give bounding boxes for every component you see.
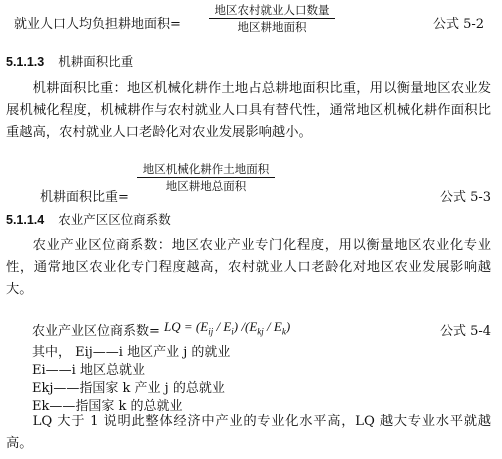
definition-line: Ei——i 地区总就业: [32, 363, 145, 378]
formula-1-numerator: 地区农村就业人口数量: [214, 3, 330, 17]
formula-2-number: 公式 5-3: [440, 190, 492, 205]
formula-2-fraction: [137, 162, 275, 193]
formula-3-number: 公式 5-4: [440, 324, 492, 339]
formula-1-fraction: [209, 3, 335, 34]
section-title: 机耕面积比重: [58, 54, 134, 69]
formula-3-label: 农业产业区位商系数=: [32, 324, 160, 339]
section-title: 农业产区区位商系数: [58, 212, 171, 227]
formula-1-denominator: 地区耕地面积: [237, 20, 307, 34]
section-number: 5.1.1.3: [6, 55, 45, 69]
formula-1-number: 公式 5-2: [433, 17, 485, 32]
fraction-bar: [137, 177, 275, 178]
definition-line: 其中， Eij——i 地区产业 j 的就业: [32, 345, 231, 360]
definition-line: Ek——指国家 k 的总就业: [32, 399, 183, 414]
fraction-bar: [209, 18, 335, 19]
formula-2-numerator: 地区机械化耕作土地面积: [142, 162, 270, 176]
formula-2-label: 机耕面积比重=: [40, 190, 129, 205]
paragraph-1: 机耕面积比重：地区机械化耕作土地占总耕地面积比重，用以衡量地区农业发展机械化程度，机械耕作与农村就业人口具有替代性，通常地区机械化耕作面积比重越高，农村就业人口老龄化对农业发展影响越小。: [6, 81, 491, 140]
formula-3-expression: LQ = $(E_{ij} / E_i)$ $/(E_{kj} / E_k)$: [164, 319, 291, 337]
paragraph-3: LQ 大于 1 说明此整体经济中产业的专业化水平高，LQ 越大专业水平就越高。: [6, 414, 491, 451]
section-number: 5.1.1.4: [6, 213, 45, 227]
paragraph-2: 农业产业区位商系数：地区农业产业专门化程度，用以衡量地区农业化专业性，通常地区农业化专门程度越高，农村就业人口老龄化对地区农业发展影响越大。: [6, 238, 491, 297]
definition-line: Ekj——指国家 k 产业 j 的总就业: [32, 381, 225, 396]
formula-2-denominator: 地区耕地总面积: [165, 179, 247, 193]
formula-1-label: 就业人口人均负担耕地面积=: [14, 17, 181, 32]
section-heading-5113: [6, 52, 133, 70]
section-heading-5114: [6, 210, 171, 228]
